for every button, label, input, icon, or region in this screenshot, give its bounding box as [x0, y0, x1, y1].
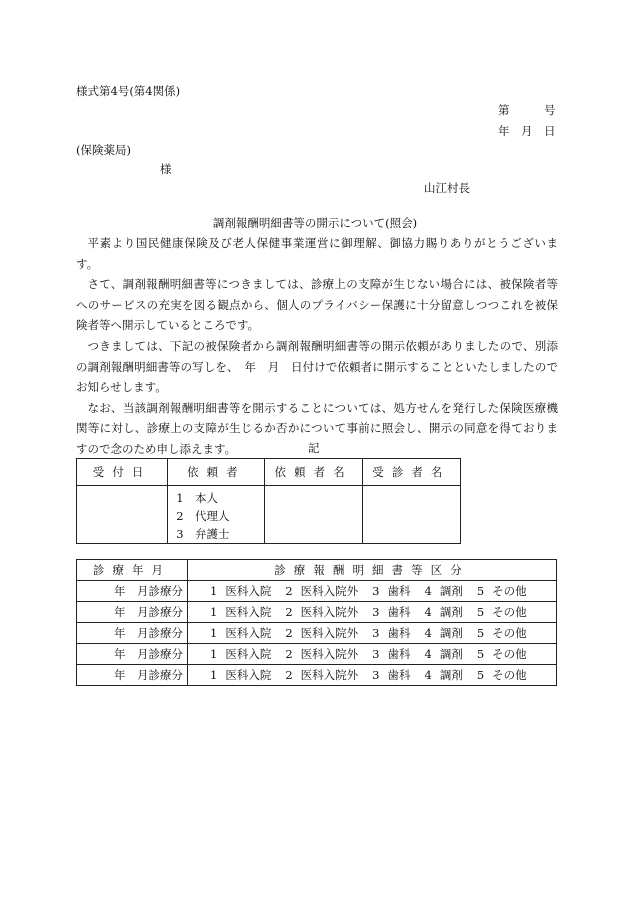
- option-number: 1: [210, 647, 218, 661]
- option-label: 医科入院: [225, 605, 272, 619]
- classification-option: [424, 668, 462, 682]
- classification-option: [372, 605, 410, 619]
- classification-option: [372, 647, 410, 661]
- option-number: 5: [476, 584, 485, 598]
- option-number: 2: [285, 647, 293, 661]
- classification-cell: [188, 623, 557, 644]
- header-receipt-date: 受付日: [77, 459, 168, 486]
- option-label: 医科入院: [225, 584, 272, 598]
- option-number: 3: [372, 668, 380, 682]
- option-number: 4: [424, 584, 432, 598]
- option-label: 調剤: [439, 605, 463, 619]
- option-number: 3: [372, 626, 380, 640]
- classification-option: [210, 605, 271, 619]
- option-label: その他: [492, 626, 527, 640]
- classification-option: [477, 626, 527, 640]
- option-label: その他: [492, 647, 527, 661]
- option-number: 4: [424, 605, 432, 619]
- classification-table: [76, 559, 557, 686]
- table-row: [77, 665, 557, 686]
- header-treatment-month: 診療年月: [77, 560, 188, 581]
- classification-cell: [188, 581, 557, 602]
- option-label: 医科入院外: [300, 647, 359, 661]
- option-number: 3: [372, 605, 380, 619]
- classification-option: [477, 668, 527, 682]
- paragraph: なお、当該調剤報酬明細書等を開示することについては、処方せんを発行した保険医療機関等に対し、診療上の支障が生じるか否かについて事前に照会し、開示の同意を得ておりますので念のため申し添えます。: [76, 400, 558, 456]
- option-label: 医科入院外: [300, 626, 359, 640]
- document-date: 年 月 日: [498, 124, 556, 138]
- option-label: 歯科: [387, 647, 411, 661]
- option-number: 1: [210, 626, 218, 640]
- classification-rows: [77, 581, 557, 686]
- option-number: 2: [285, 626, 293, 640]
- header-requester: 依頼者: [168, 459, 265, 486]
- option-number: 4: [424, 626, 432, 640]
- option-label: 医科入院: [225, 626, 272, 640]
- option-label: 歯科: [387, 605, 411, 619]
- patient-name-cell: [362, 486, 460, 544]
- option-number: 3: [372, 584, 380, 598]
- option-number: 1: [210, 668, 218, 682]
- option-label: 調剤: [439, 626, 463, 640]
- paragraph: 平素より国民健康保険及び老人保健事業運営に御理解、御協力賜りありがとうございます。: [76, 236, 558, 271]
- option-number: 4: [424, 668, 432, 682]
- recipient-honorific: 様: [160, 162, 172, 176]
- option-number: 2: [285, 584, 293, 598]
- table-row: [77, 623, 557, 644]
- classification-option: [285, 626, 358, 640]
- treatment-month-cell: 年 月診療分: [77, 623, 188, 644]
- classification-option: [210, 626, 271, 640]
- sender-name: 山江村長: [424, 181, 470, 195]
- classification-option: [477, 647, 527, 661]
- option-number: 2: [285, 605, 293, 619]
- table-row: [77, 602, 557, 623]
- option-label: その他: [492, 605, 527, 619]
- classification-cell: [188, 602, 557, 623]
- treatment-month-cell: 年 月診療分: [77, 602, 188, 623]
- document-title: 調剤報酬明細書等の開示について(照会): [212, 216, 418, 230]
- requester-option: 3 弁護士: [176, 527, 230, 541]
- option-label: 医科入院: [225, 668, 272, 682]
- header-patient-name: 受診者名: [362, 459, 460, 486]
- option-label: 歯科: [387, 584, 411, 598]
- option-label: 歯科: [387, 626, 411, 640]
- option-label: その他: [492, 584, 527, 598]
- classification-option: [372, 668, 410, 682]
- option-label: その他: [492, 668, 527, 682]
- option-number: 3: [372, 647, 380, 661]
- requester-options: [168, 486, 265, 544]
- ki-marker: 記: [308, 441, 320, 455]
- classification-option: [372, 584, 410, 598]
- requester-option: 1 本人: [176, 491, 219, 505]
- classification-option: [285, 605, 358, 619]
- option-label: 調剤: [439, 668, 463, 682]
- classification-option: [477, 584, 527, 598]
- receipt-date-cell: [77, 486, 168, 544]
- classification-option: [372, 626, 410, 640]
- table-row: [77, 581, 557, 602]
- classification-option: [424, 647, 462, 661]
- classification-option: [424, 584, 462, 598]
- option-label: 医科入院: [225, 647, 272, 661]
- paragraph: さて、調剤報酬明細書等につきましては、診療上の支障が生じない場合には、被保険者等へのサービスの充実を図る観点から、個人のプライバシー保護に十分留意しつつこれを被保険者等へ開示しているところです。: [76, 277, 558, 333]
- option-number: 5: [476, 647, 485, 661]
- option-label: 医科入院外: [300, 584, 359, 598]
- header-classification: 診療報酬明細書等区分: [188, 560, 557, 581]
- classification-option: [210, 647, 271, 661]
- requester-option: 2 代理人: [176, 509, 230, 523]
- classification-option: [210, 668, 271, 682]
- classification-option: [285, 584, 358, 598]
- option-number: 1: [210, 584, 218, 598]
- classification-cell: [188, 644, 557, 665]
- classification-option: [210, 584, 271, 598]
- form-number: 様式第4号(第4関係): [76, 84, 181, 98]
- paragraph: つきましては、下記の被保険者から調剤報酬明細書等の開示依頼がありましたので、別添の調剤報酬明細書等の写しを、 年 月 日付けで依頼者に開示することといたしましたのでお知らせします。: [76, 338, 558, 395]
- classification-option: [424, 626, 462, 640]
- classification-option: [424, 605, 462, 619]
- document-number: 第 号: [498, 103, 556, 117]
- option-number: 5: [476, 605, 485, 619]
- classification-cell: [188, 665, 557, 686]
- treatment-month-cell: 年 月診療分: [77, 644, 188, 665]
- option-label: 調剤: [439, 584, 463, 598]
- requester-name-cell: [265, 486, 362, 544]
- classification-option: [477, 605, 527, 619]
- treatment-month-cell: 年 月診療分: [77, 581, 188, 602]
- option-label: 医科入院外: [300, 605, 359, 619]
- option-label: 歯科: [387, 668, 411, 682]
- treatment-month-cell: 年 月診療分: [77, 665, 188, 686]
- option-number: 2: [285, 668, 293, 682]
- option-number: 5: [476, 626, 485, 640]
- option-number: 4: [424, 647, 432, 661]
- recipient-org: (保険薬局): [76, 143, 131, 157]
- option-number: 1: [210, 605, 218, 619]
- option-label: 調剤: [439, 647, 463, 661]
- option-number: 5: [476, 668, 485, 682]
- classification-option: [285, 668, 358, 682]
- body-text: [76, 233, 558, 460]
- header-requester-name: 依頼者名: [265, 459, 362, 486]
- option-label: 医科入院外: [300, 668, 359, 682]
- table-row: [77, 644, 557, 665]
- request-table: [76, 458, 461, 544]
- classification-option: [285, 647, 358, 661]
